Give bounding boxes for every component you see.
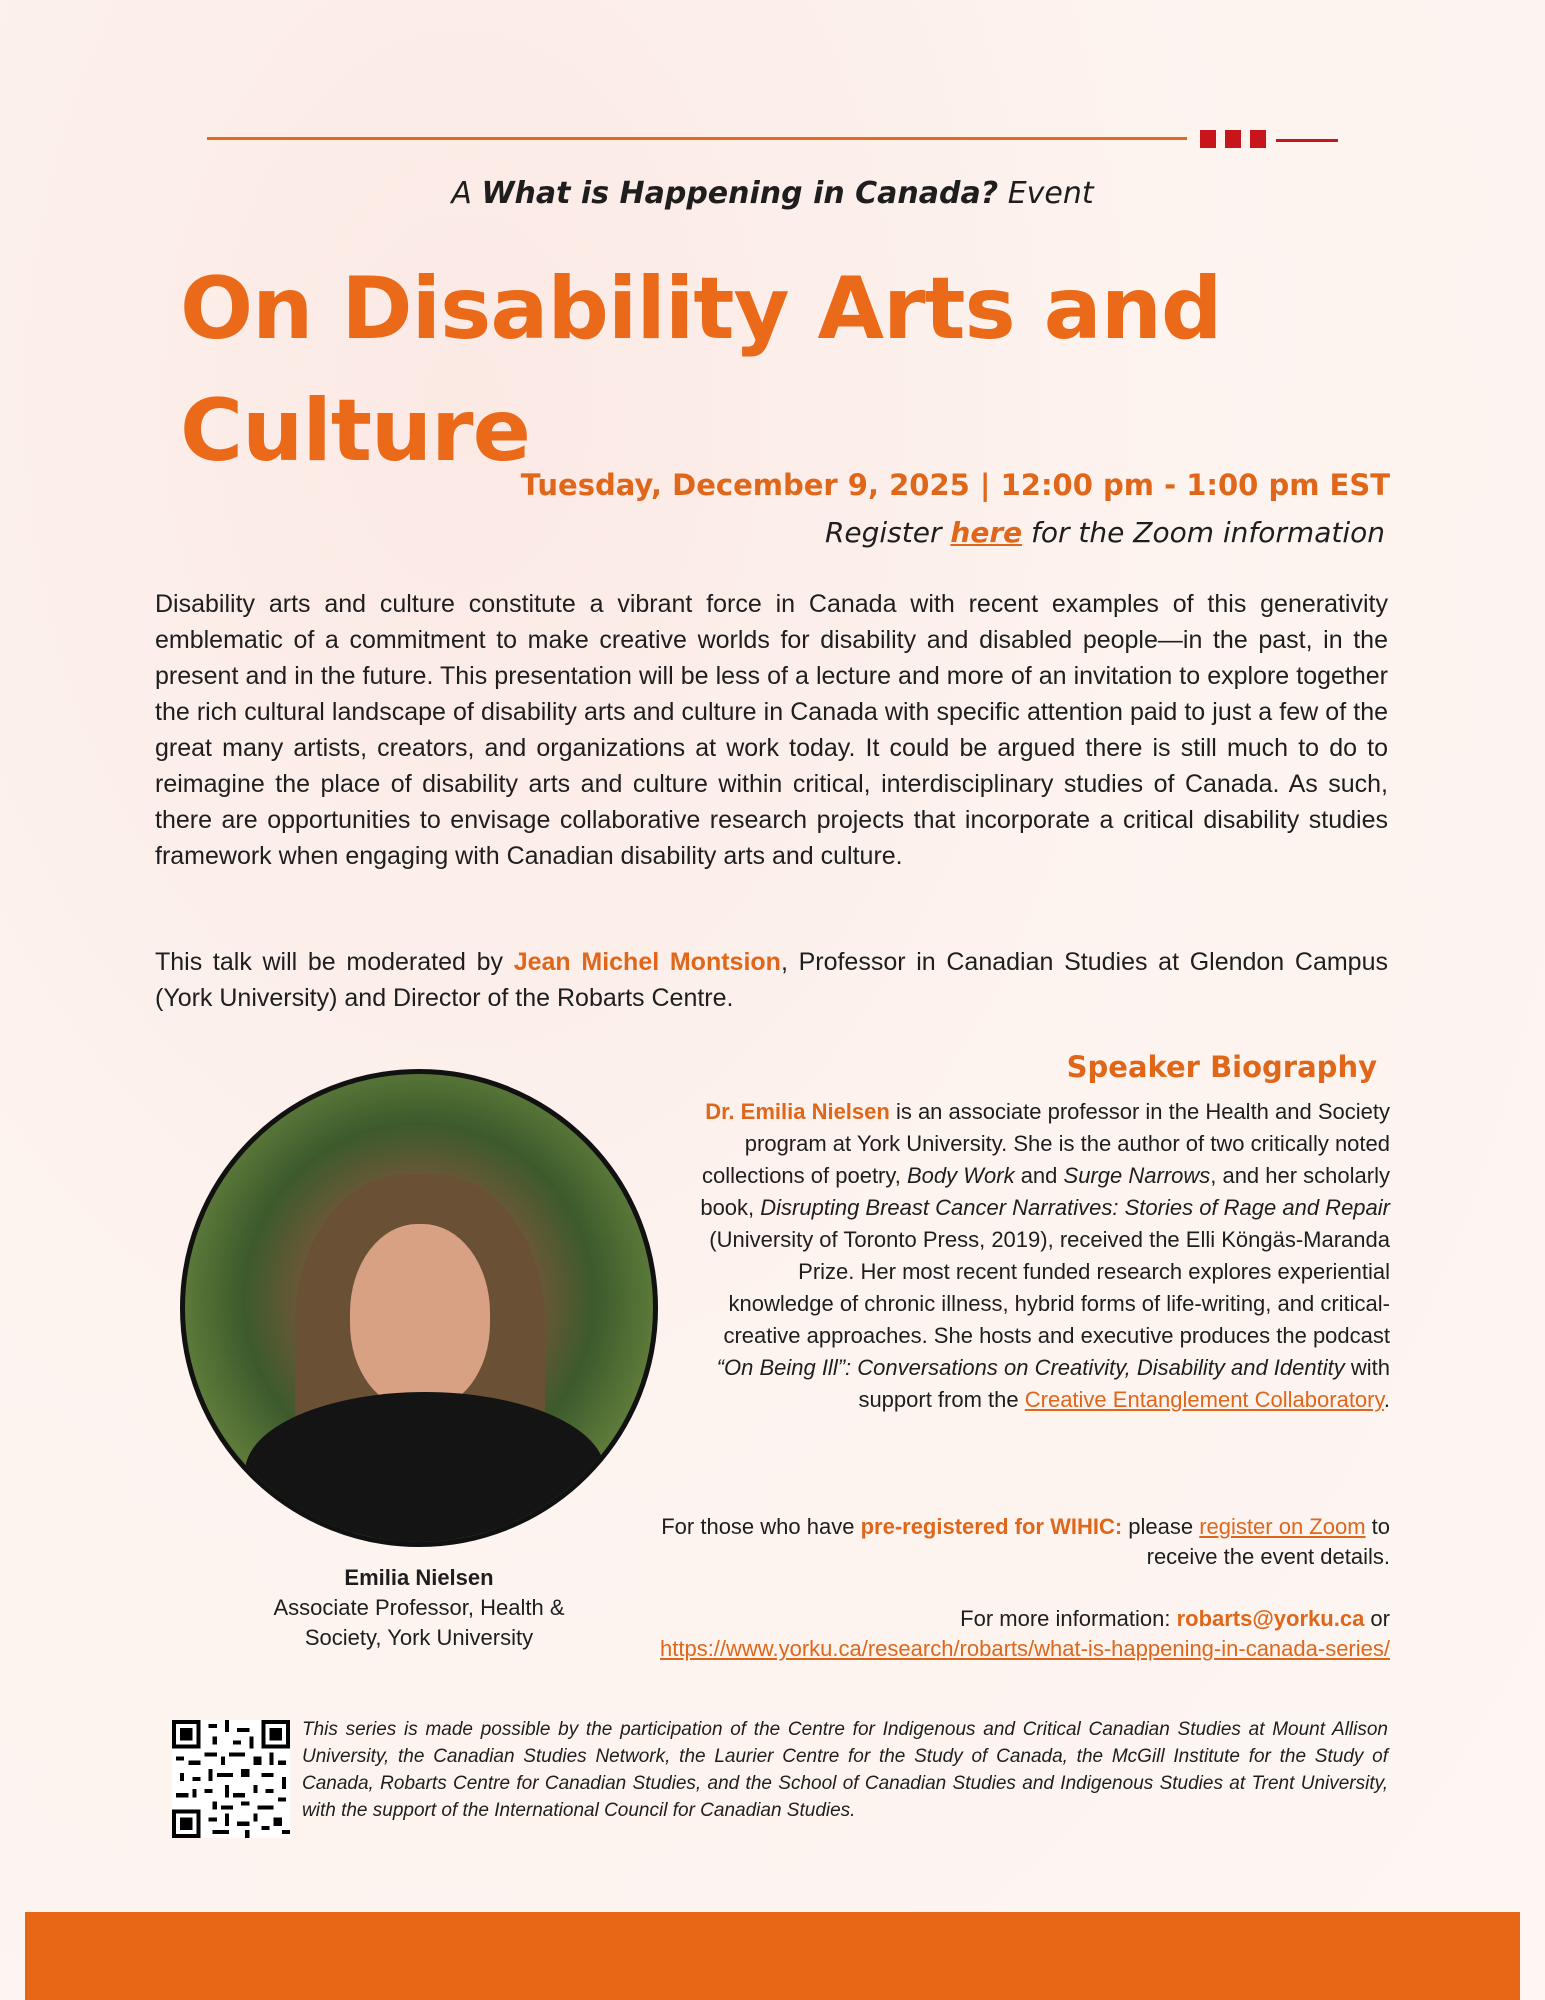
preregistered-note <box>660 1512 1390 1572</box>
more-info <box>660 1604 1390 1664</box>
speaker-photo <box>180 1069 658 1547</box>
speaker-role-line2: Society, York University <box>304 1625 534 1650</box>
book-title: Disrupting Breast Cancer Narratives: Stories of Rage and Repair <box>760 1195 1390 1220</box>
moderator-paragraph <box>155 944 1388 1016</box>
register-line <box>825 516 1385 549</box>
book-title: Body Work <box>906 1163 1015 1188</box>
prereg-mid: please <box>1122 1514 1200 1539</box>
bio-text: (University of Toronto Press, 2019), received the Elli Köngäs-Maranda Prize. Her most recent funded research explores experiential knowledge of chronic illness, hybrid forms of life-writing, and critical-creative approaches. She hosts and executive produces the podcast <box>709 1227 1390 1348</box>
qr-code[interactable] <box>172 1720 290 1838</box>
bio-text: is an associate professor in the Health and Society program at York University. She is the author of two critically noted collections of poetry, <box>701 1099 1390 1188</box>
page-title: On Disability Arts and Culture <box>180 259 1222 481</box>
series-name: What is Happening in Canada? <box>481 176 999 211</box>
email-link[interactable]: robarts@yorku.ca <box>1176 1606 1365 1631</box>
decor-square <box>1225 130 1241 148</box>
speaker-name: Emilia Nielsen <box>344 1565 494 1590</box>
register-here-link[interactable]: here <box>950 516 1023 549</box>
series-prefix: A <box>451 176 472 211</box>
bio-heading: Speaker Biography <box>1066 1050 1377 1084</box>
moderator-name: Jean Michel Montsion <box>513 948 781 976</box>
decor-square <box>1250 130 1266 148</box>
book-title: Surge Narrows <box>1063 1163 1211 1188</box>
prereg-suffix: to receive the event details. <box>1146 1514 1390 1569</box>
prereg-prefix: For those who have <box>661 1514 861 1539</box>
bio-text: and <box>1014 1163 1064 1188</box>
event-description: Disability arts and culture constitute a vibrant force in Canada with recent examples of this generativity emblematic of a commitment to make creative worlds for disability and disabled people—in the past, in the present and in the future. This presentation will be less of a lecture and more of an invitation to explore together the rich cultural landscape of disability arts and culture in Canada with specific attention paid to just a few of the great many artists, creators, and organizations at work today. It could be argued there is still much to do to reimagine the place of disability arts and culture within critical, interdisciplinary studies of Canada. As such, there are opportunities to envisage collaborative research projects that incorporate a critical disability studies framework when engaging with Canadian disability arts and culture. <box>155 590 1388 870</box>
bio-text: , and her scholarly book, <box>700 1163 1390 1220</box>
info-or: or <box>1364 1606 1390 1631</box>
event-datetime: Tuesday, December 9, 2025 | 12:00 pm - 1:00 pm EST <box>520 468 1390 502</box>
top-rule <box>207 137 1187 140</box>
register-zoom-link[interactable]: register on Zoom <box>1199 1514 1366 1539</box>
series-line <box>0 176 1545 211</box>
register-prefix: Register <box>824 516 942 549</box>
register-suffix: for the Zoom information <box>1031 516 1385 549</box>
bio-paragraph <box>688 1096 1390 1416</box>
moderator-suffix: , Professor in Canadian Studies at Glendon Campus (York University) and Director of the Robarts Centre. <box>155 948 1388 1012</box>
series-suffix: Event <box>1007 176 1094 211</box>
moderator-prefix: This talk will be moderated by <box>155 948 504 976</box>
podcast-title: “On Being Ill”: Conversations on Creativity, Disability and Identity <box>716 1355 1345 1380</box>
speaker-role-line1: Associate Professor, Health & <box>273 1595 565 1620</box>
decor-square <box>1200 130 1216 148</box>
series-url-link[interactable]: https://www.yorku.ca/research/robarts/what-is-happening-in-canada-series/ <box>660 1636 1390 1661</box>
info-prefix: For more information: <box>960 1606 1177 1631</box>
prereg-highlight: pre-registered for WIHIC: <box>860 1514 1123 1539</box>
bio-name: Dr. Emilia Nielsen <box>705 1099 890 1124</box>
footer-band <box>25 1912 1520 2000</box>
sponsors-note: This series is made possible by the participation of the Centre for Indigenous and Critical Canadian Studies at Mount Allison University, the Canadian Studies Network, the Laurier Centre for the Study of Canada, the McGill Institute for the Study of Canada, Robarts Centre for Canadian Studies, and the School of Canadian Studies and Indigenous Studies at Trent University, with the support of the International Council for Canadian Studies. <box>302 1719 1388 1821</box>
bio-text: with support from the <box>858 1355 1390 1412</box>
bio-text: . <box>1383 1387 1390 1412</box>
collaboratory-link[interactable]: Creative Entanglement Collaboratory <box>1024 1387 1384 1412</box>
red-rule <box>1276 139 1338 142</box>
